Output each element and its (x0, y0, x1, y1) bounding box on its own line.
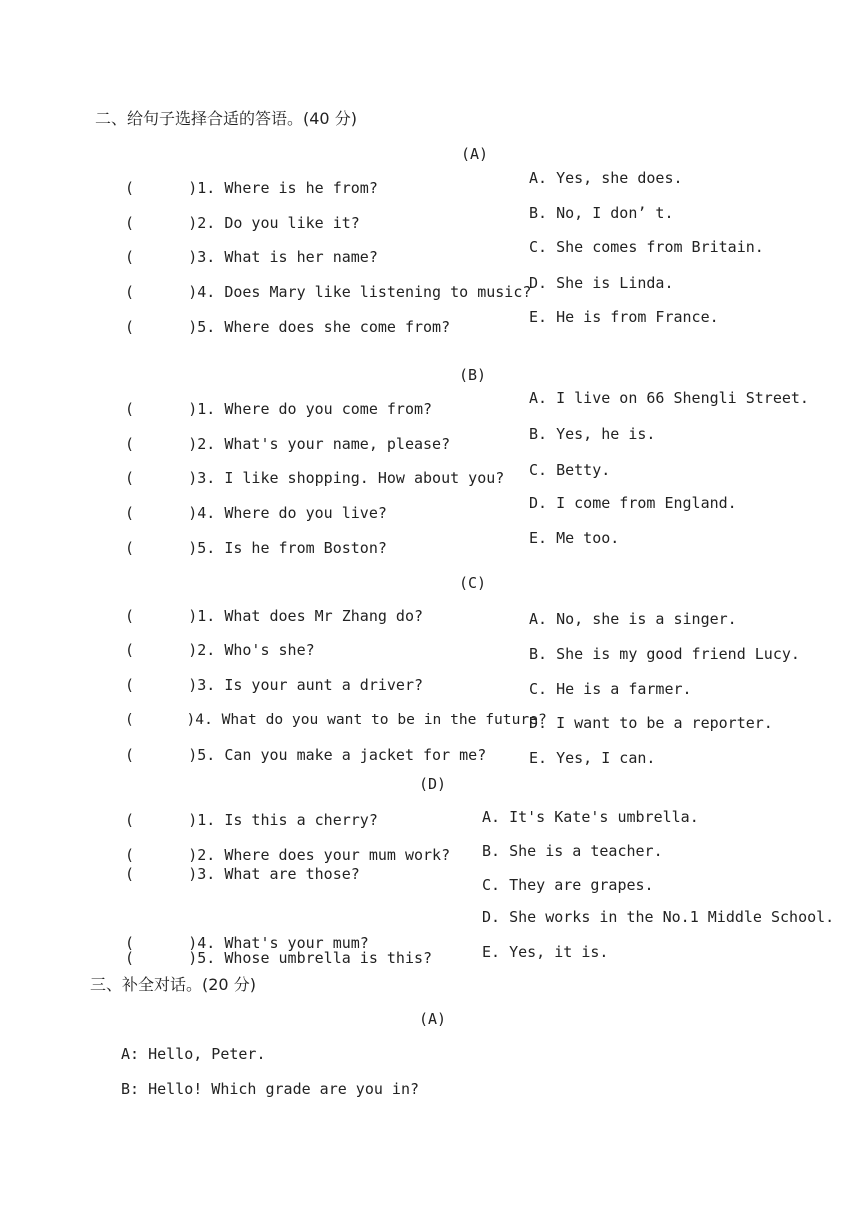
section-3-heading: 三、补全对话。(20 分) (90, 975, 256, 994)
group-c-answer-d: D. I want to be a reporter. (529, 714, 773, 732)
group-a-answer-c: C. She comes from Britain. (529, 238, 764, 256)
group-c-answer-c: C. He is a farmer. (529, 680, 692, 698)
group-b-question-3: ( )3. I like shopping. How about you? (125, 469, 505, 487)
group-d-question-5: ( )5. Whose umbrella is this? (125, 949, 433, 967)
group-a-label: (A) (461, 145, 489, 163)
group-d-question-2: ( )2. Where does your mum work? (125, 846, 451, 864)
group-b-answer-e: E. Me too. (529, 529, 620, 547)
group-b-answer-b: B. Yes, he is. (529, 425, 656, 443)
group-a-question-1: ( )1. Where is he from? (125, 179, 378, 197)
group-c-question-4: ( )4. What do you want to be in the future? (125, 711, 547, 728)
section-3-group-a-label: (A) (419, 1010, 447, 1028)
dialogue-line-2: B: Hello! Which grade are you in? (121, 1080, 420, 1098)
group-d-answer-e: E. Yes, it is. (482, 943, 609, 961)
group-b-question-2: ( )2. What's your name, please? (125, 435, 451, 453)
group-c-answer-e: E. Yes, I can. (529, 749, 656, 767)
group-c-question-1: ( )1. What does Mr Zhang do? (125, 607, 424, 625)
group-d-question-1: ( )1. Is this a cherry? (125, 811, 378, 829)
group-a-answer-e: E. He is from France. (529, 308, 719, 326)
section-2-heading: 二、给句子选择合适的答语。(40 分) (95, 109, 357, 128)
group-c-answer-b: B. She is my good friend Lucy. (529, 645, 800, 663)
group-a-answer-a: A. Yes, she does. (529, 169, 683, 187)
group-a-question-2: ( )2. Do you like it? (125, 214, 360, 232)
group-d-answer-d: D. She works in the No.1 Middle School. (482, 908, 835, 926)
group-b-answer-a: A. I live on 66 Shengli Street. (529, 389, 809, 407)
group-a-question-4: ( )4. Does Mary like listening to music? (125, 283, 532, 301)
group-b-question-4: ( )4. Where do you live? (125, 504, 387, 522)
group-b-question-1: ( )1. Where do you come from? (125, 400, 433, 418)
group-d-question-4: ( )4. What's your mum? (125, 934, 369, 952)
dialogue-line-1: A: Hello, Peter. (121, 1045, 266, 1063)
group-d-answer-b: B. She is a teacher. (482, 842, 663, 860)
group-c-question-2: ( )2. Who's she? (125, 641, 315, 659)
group-c-question-5: ( )5. Can you make a jacket for me? (125, 746, 487, 764)
group-b-label: (B) (459, 366, 487, 384)
group-a-question-5: ( )5. Where does she come from? (125, 318, 451, 336)
group-b-answer-d: D. I come from England. (529, 494, 737, 512)
group-a-question-3: ( )3. What is her name? (125, 248, 378, 266)
group-d-answer-a: A. It's Kate's umbrella. (482, 808, 699, 826)
group-c-answer-a: A. No, she is a singer. (529, 610, 737, 628)
group-d-label: (D) (419, 775, 447, 793)
group-c-question-3: ( )3. Is your aunt a driver? (125, 676, 424, 694)
group-b-question-5: ( )5. Is he from Boston? (125, 539, 387, 557)
group-a-answer-d: D. She is Linda. (529, 274, 674, 292)
group-b-answer-c: C. Betty. (529, 461, 611, 479)
group-c-label: (C) (459, 574, 487, 592)
group-d-answer-c: C. They are grapes. (482, 876, 654, 894)
group-d-question-3: ( )3. What are those? (125, 865, 360, 883)
group-a-answer-b: B. No, I don’ t. (529, 204, 674, 222)
